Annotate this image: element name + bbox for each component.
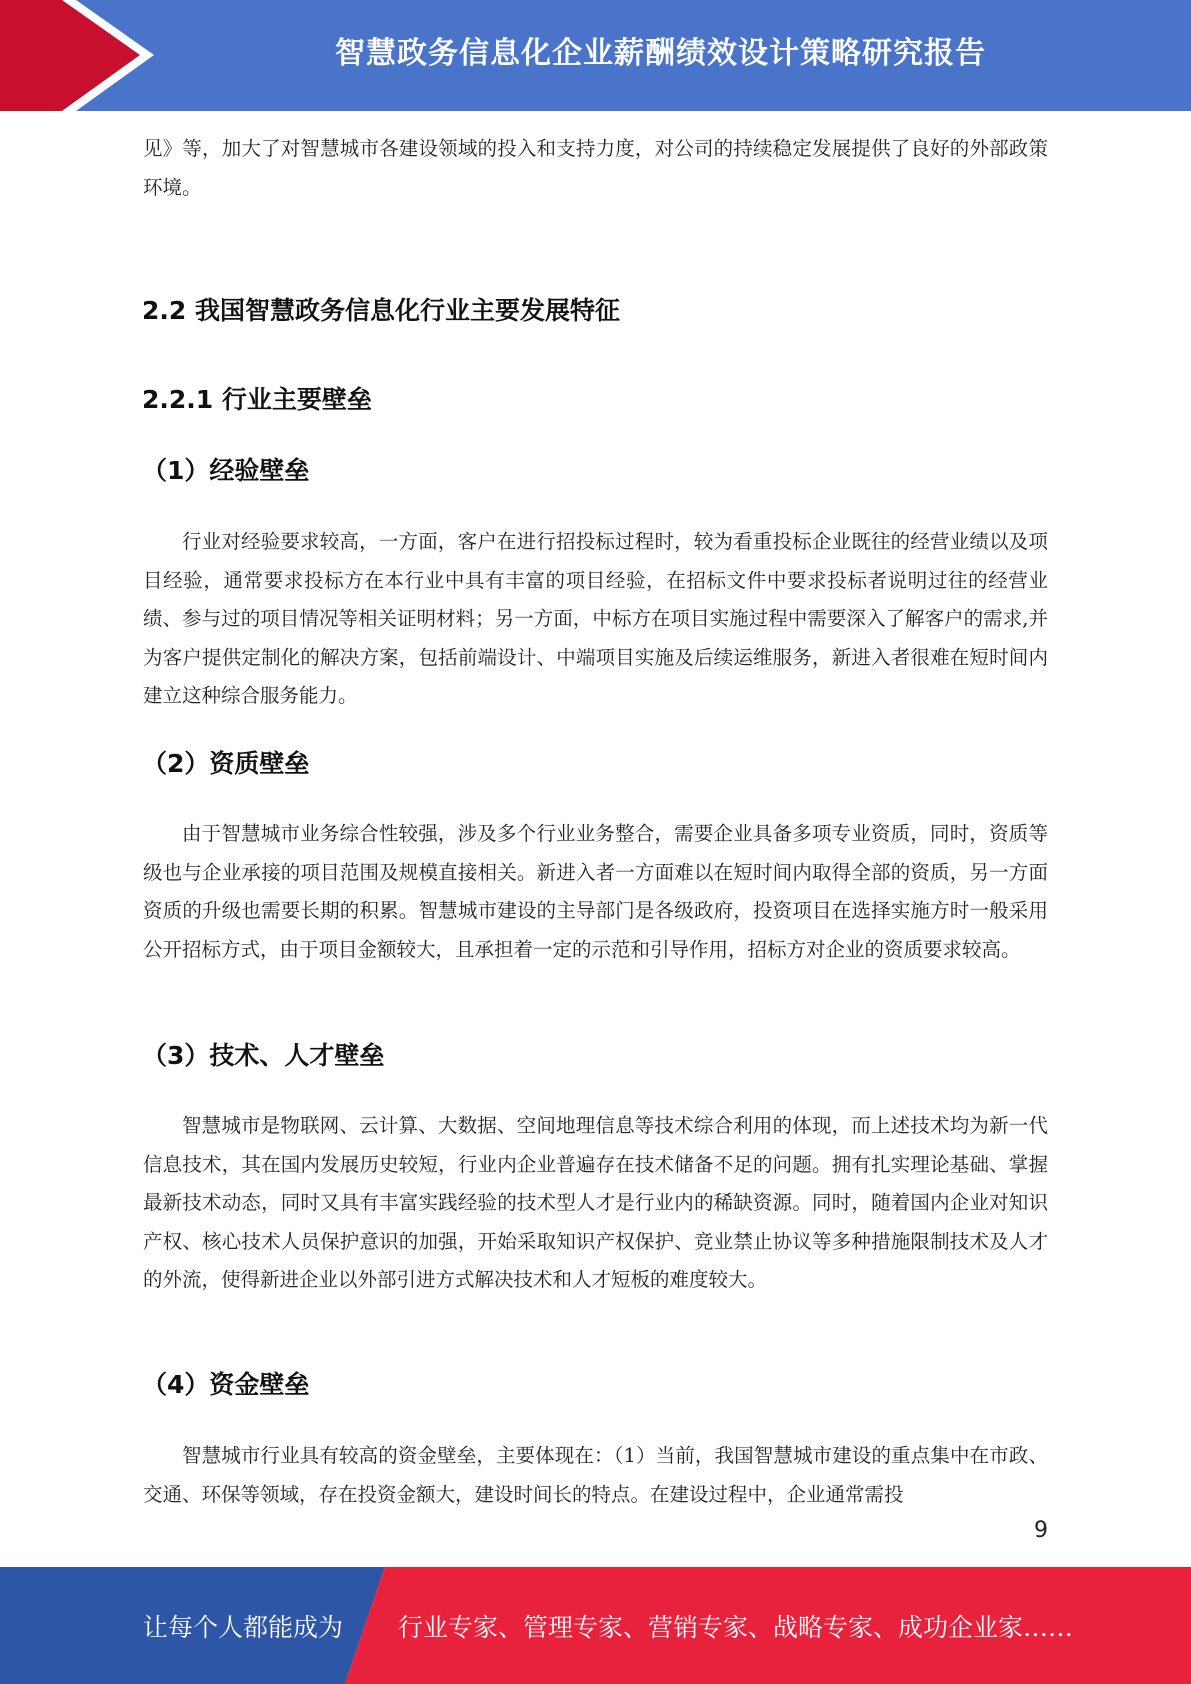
barrier-text: 行业对经验要求较高，一方面，客户在进行招投标过程时，较为看重投标企业既往的经营业绩以及项目经验，通常要求投标方在本行业中具有丰富的项目经验，在招标文件中要求投标者说明过往的经营业绩、参与过的项目情况等相关证明材料；另一方面，中标方在项目实施过程中需要深入了解客户的需求,并为客户提供定制化的解决方案，包括前端设计、中端项目实施及后续运维服务，新进入者很难在短时间内建立这种综合服务能力。 bbox=[143, 530, 1048, 707]
barrier-title-technology-talent: （3）技术、人才壁垒 bbox=[142, 1041, 385, 1070]
section-heading: 2.2 我国智慧政务信息化行业主要发展特征 bbox=[142, 296, 620, 325]
footer-slogan-left: 让每个人都能成为 bbox=[143, 1612, 344, 1642]
intro-paragraph bbox=[143, 130, 1048, 207]
barrier-text: 智慧城市是物联网、云计算、大数据、空间地理信息等技术综合利用的体现，而上述技术均为新一代信息技术，其在国内发展历史较短，行业内企业普遍存在技术储备不足的问题。拥有扎实理论基础、掌握最新技术动态，同时又具有丰富实践经验的技术型人才是行业内的稀缺资源。同时，随着国内企业对知识产权、核心技术人员保护意识的加强，开始采取知识产权保护、竞业禁止协议等多种措施限制技术及人才的外流，使得新进企业以外部引进方式解决技术和人才短板的难度较大。 bbox=[143, 1114, 1048, 1291]
report-title: 智慧政务信息化企业薪酬绩效设计策略研究报告 bbox=[335, 36, 986, 71]
barrier-text: 智慧城市行业具有较高的资金壁垒，主要体现在：（1）当前，我国智慧城市建设的重点集中在市政、交通、环保等领域，存在投资金额大，建设时间长的特点。在建设过程中，企业通常需投 bbox=[143, 1444, 1048, 1506]
footer-slogan-right: 行业专家、管理专家、营销专家、战略专家、成功企业家…… bbox=[398, 1612, 1074, 1642]
barrier-paragraph-experience bbox=[143, 523, 1048, 716]
intro-text: 见》等，加大了对智慧城市各建设领域的投入和支持力度，对公司的持续稳定发展提供了良好的外部政策环境。 bbox=[143, 137, 1048, 199]
page-header bbox=[0, 0, 1191, 111]
page-number: 9 bbox=[1034, 1518, 1048, 1543]
subsection-heading: 2.2.1 行业主要壁垒 bbox=[142, 385, 372, 414]
page-footer bbox=[0, 1567, 1191, 1684]
barrier-text: 由于智慧城市业务综合性较强，涉及多个行业业务整合，需要企业具备多项专业资质，同时，资质等级也与企业承接的项目范围及规模直接相关。新进入者一方面难以在短时间内取得全部的资质，另一方面资质的升级也需要长期的积累。智慧城市建设的主导部门是各级政府，投资项目在选择实施方时一般采用公开招标方式，由于项目金额较大，且承担着一定的示范和引导作用，招标方对企业的资质要求较高。 bbox=[143, 822, 1048, 961]
barrier-title-capital: （4）资金壁垒 bbox=[142, 1370, 310, 1399]
barrier-title-experience: （1）经验壁垒 bbox=[142, 456, 310, 485]
barrier-title-qualification: （2）资质壁垒 bbox=[142, 749, 310, 778]
barrier-paragraph-technology-talent bbox=[143, 1107, 1048, 1300]
barrier-paragraph-qualification bbox=[143, 815, 1048, 969]
barrier-paragraph-capital bbox=[143, 1437, 1048, 1514]
